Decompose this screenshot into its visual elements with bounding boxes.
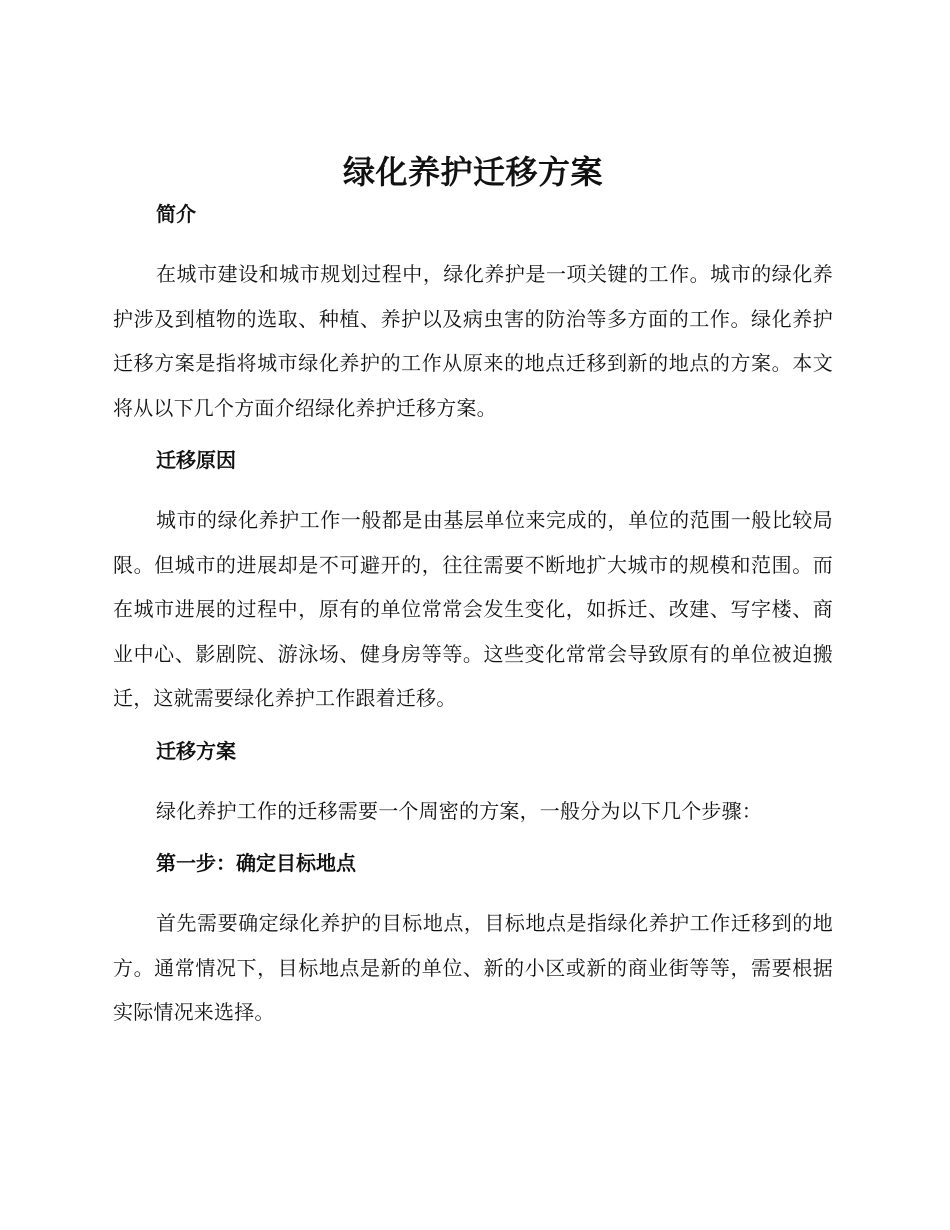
section-heading: 迁移方案 bbox=[156, 738, 236, 763]
section-heading: 迁移原因 bbox=[156, 448, 236, 472]
document-page bbox=[113, 150, 833, 1035]
section-heading: 简介 bbox=[156, 202, 196, 226]
section-heading: 第一步：确定目标地点 bbox=[156, 851, 356, 875]
section-paragraph: 绿化养护工作的迁移需要一个周密的方案，一般分为以下几个步骤： bbox=[156, 798, 762, 823]
document-title: 绿化养护迁移方案 bbox=[342, 153, 603, 191]
section-step-one bbox=[113, 847, 833, 1035]
section-paragraph: 在城市建设和城市规划过程中，绿化养护是一项关键的工作。城市的绿化养护涉及到植物的选取、种植、养护以及病虫害的防治等多方面的工作。绿化养护迁移方案是指将城市绿化养护的工作从原来的地点迁移到新的地点的方案。本文将从以下几个方面介绍绿化养护迁移方案。 bbox=[113, 262, 833, 420]
section-migration-reason bbox=[113, 444, 833, 735]
section-paragraph: 首先需要确定绿化养护的目标地点，目标地点是指绿化养护工作迁移到的地方。通常情况下，目标地点是新的单位、新的小区或新的商业街等等，需要根据实际情况来选择。 bbox=[113, 911, 833, 1024]
section-migration-plan bbox=[113, 735, 833, 848]
section-paragraph: 城市的绿化养护工作一般都是由基层单位来完成的，单位的范围一般比较局限。但城市的进展却是不可避开的，往往需要不断地扩大城市的规模和范围。而在城市进展的过程中，原有的单位常常会发生变化，如拆迁、改建、写字楼、商业中心、影剧院、游泳场、健身房等等。这些变化常常会导致原有的单位被迫搬迁，这就需要绿化养护工作跟着迁移。 bbox=[113, 508, 833, 710]
section-intro bbox=[113, 198, 833, 444]
